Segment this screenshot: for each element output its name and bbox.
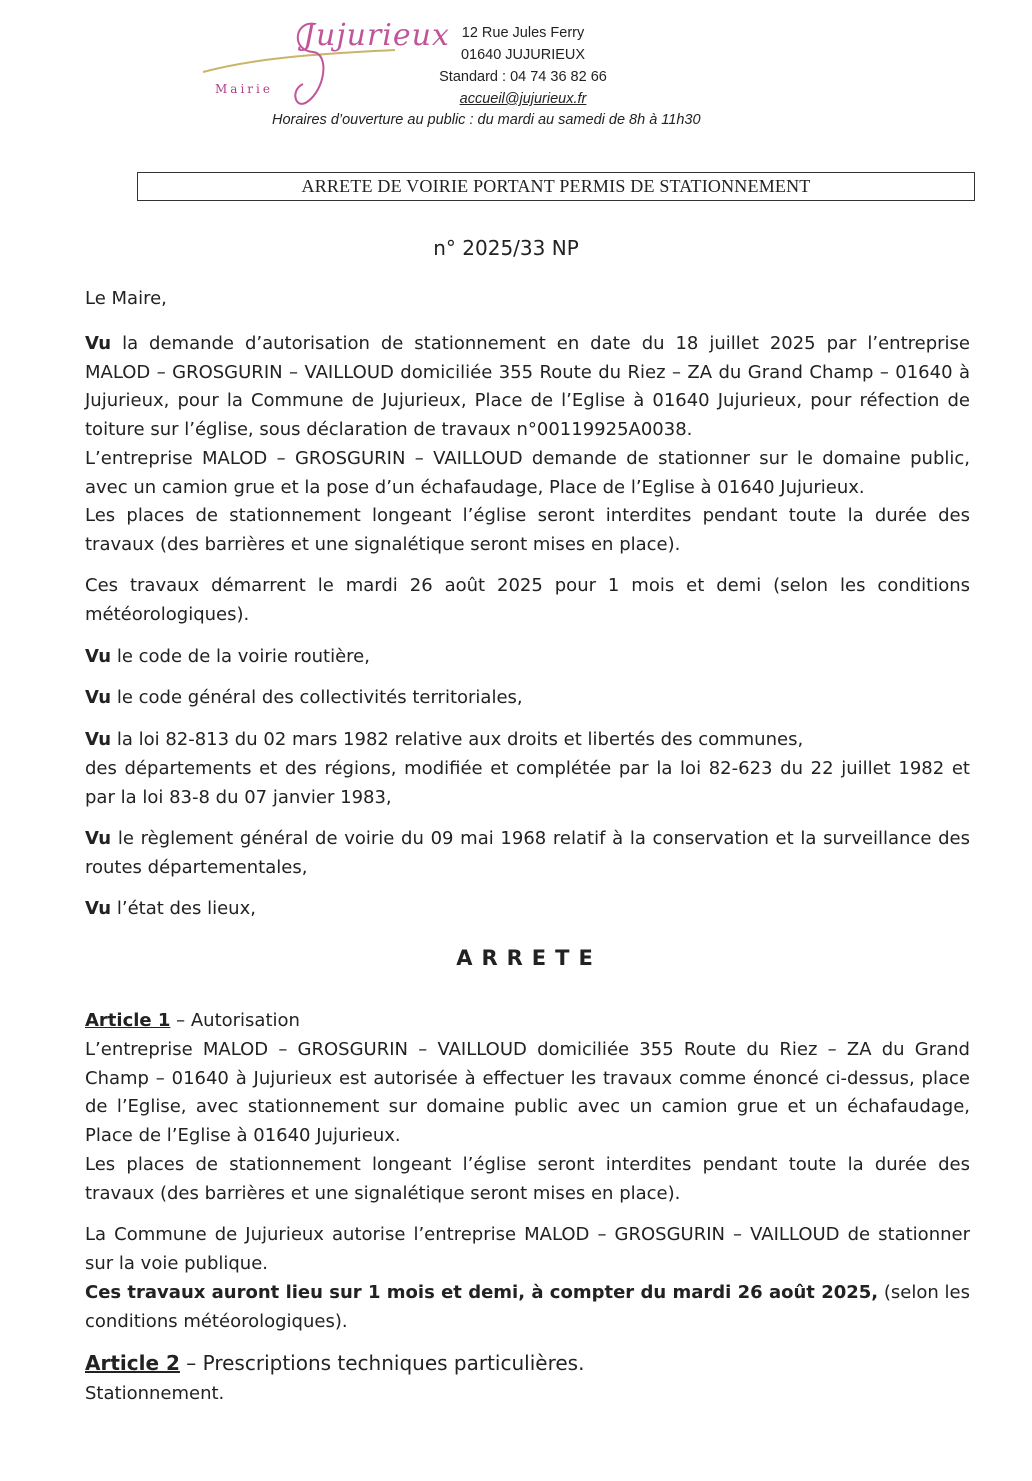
paragraph-entreprise-demande: L’entreprise MALOD – GROSGURIN – VAILLOUD demande de stationner sur le domaine public, avec un camion grue et la pose d’un échafaudage, Place de l’Eglise à 01640 Jujurieux.	[85, 448, 970, 498]
article2-heading	[85, 1349, 970, 1378]
article1-paragraph1: L’entreprise MALOD – GROSGURIN – VAILLOUD domiciliée 355 Route du Riez – ZA du Grand Champ – 01640 à Jujurieux est autorisée à effectuer les travaux comme énoncé ci-dessus, place de l’Eglise, avec stationnement sur domaine public avec un camion grue et un échafaudage, Place de l’Eglise à 01640 Jujurieux.	[85, 1039, 970, 1147]
article2-paragraph1: Stationnement.	[85, 1383, 225, 1404]
logo-mairie-text: Mairie	[215, 82, 273, 96]
vu-reglement	[85, 825, 970, 882]
vu-code-voirie	[85, 643, 970, 672]
vu-label: Vu	[85, 646, 112, 667]
vu-reglement-text: le règlement général de voirie du 09 mai 1968 relatif à la conservation et la surveillance des routes départementales,	[85, 828, 970, 878]
article1-paragraph3: La Commune de Jujurieux autorise l’entreprise MALOD – GROSGURIN – VAILLOUD de stationner sur la voie publique.	[85, 1224, 970, 1274]
phone-number: Standard : 04 74 36 82 66	[439, 69, 607, 85]
vu-etat-lieux-text: l’état des lieux,	[116, 898, 256, 919]
article1-dates-rest: (selon les conditions météorologiques).	[85, 1282, 971, 1332]
contact-block	[428, 22, 618, 110]
vu-label: Vu	[85, 333, 112, 354]
vu-code-voirie-text: le code de la voirie routière,	[116, 646, 370, 667]
vu-label: Vu	[85, 729, 112, 750]
salutation: Le Maire,	[85, 288, 167, 309]
article1-dates-bold: Ces travaux auront lieu sur 1 mois et demi, à compter du mardi 26 août 2025,	[85, 1282, 879, 1303]
article1-paragraph4	[85, 1279, 970, 1336]
vu-code-collectivites	[85, 684, 970, 713]
opening-hours: Horaires d’ouverture au public : du mardi au samedi de 8h à 11h30	[272, 112, 701, 128]
vu-etat-lieux	[85, 895, 970, 924]
article1-label: Article 1	[85, 1010, 171, 1031]
article2-title: – Prescriptions techniques particulières.	[179, 1351, 585, 1375]
paragraph-places-interdites: Les places de stationnement longeant l’église seront interdites pendant toute la durée des travaux (des barrières et une signalétique seront mises en place).	[85, 505, 970, 555]
vu-demande-text: la demande d’autorisation de stationnement en date du 18 juillet 2025 par l’entreprise MALOD – GROSGURIN – VAILLOUD domiciliée 355 Route du Riez – ZA du Grand Champ – 01640 à Jujurieux, pour la Commune de Jujurieux, Place de l’Eglise à 01640 Jujurieux, pour réfection de toiture sur l’église, sous déclaration de travaux n°00119925A0038.	[85, 333, 970, 441]
vu-loi-line1	[85, 726, 970, 755]
address-line2: 01640 JUJURIEUX	[460, 47, 586, 63]
arrete-heading: ARRETE	[456, 946, 602, 970]
mairie-logo	[195, 10, 450, 120]
paragraph-vu-demande	[85, 330, 970, 445]
email-link[interactable]: accueil@jujurieux.fr	[459, 91, 587, 107]
vu-code-collectivites-text: le code général des collectivités territoriales,	[116, 687, 523, 708]
paragraph-demarrage: Ces travaux démarrent le mardi 26 août 2025 pour 1 mois et demi (selon les conditions météorologiques).	[85, 575, 970, 625]
vu-label: Vu	[85, 898, 112, 919]
arrete-number: n° 2025/33 NP	[433, 236, 579, 260]
vu-label: Vu	[85, 687, 112, 708]
vu-label: Vu	[85, 828, 112, 849]
article1-paragraph2: Les places de stationnement longeant l’église seront interdites pendant toute la durée des travaux (des barrières et une signalétique seront mises en place).	[85, 1154, 970, 1204]
vu-loi-rest: des départements et des régions, modifiée et complétée par la loi 82-623 du 22 juillet 1982 et par la loi 83-8 du 07 janvier 1983,	[85, 758, 970, 808]
document-title: ARRETE DE VOIRIE PORTANT PERMIS DE STATIONNEMENT	[137, 172, 975, 201]
vu-loi-line1-text: la loi 82-813 du 02 mars 1982 relative aux droits et libertés des communes,	[116, 729, 804, 750]
article1-title: – Autorisation	[170, 1010, 300, 1031]
address-line1: 12 Rue Jules Ferry	[461, 25, 585, 41]
logo-script-text: Jujurieux	[303, 18, 450, 53]
article1-heading	[85, 1007, 970, 1036]
article2-label: Article 2	[85, 1351, 180, 1375]
